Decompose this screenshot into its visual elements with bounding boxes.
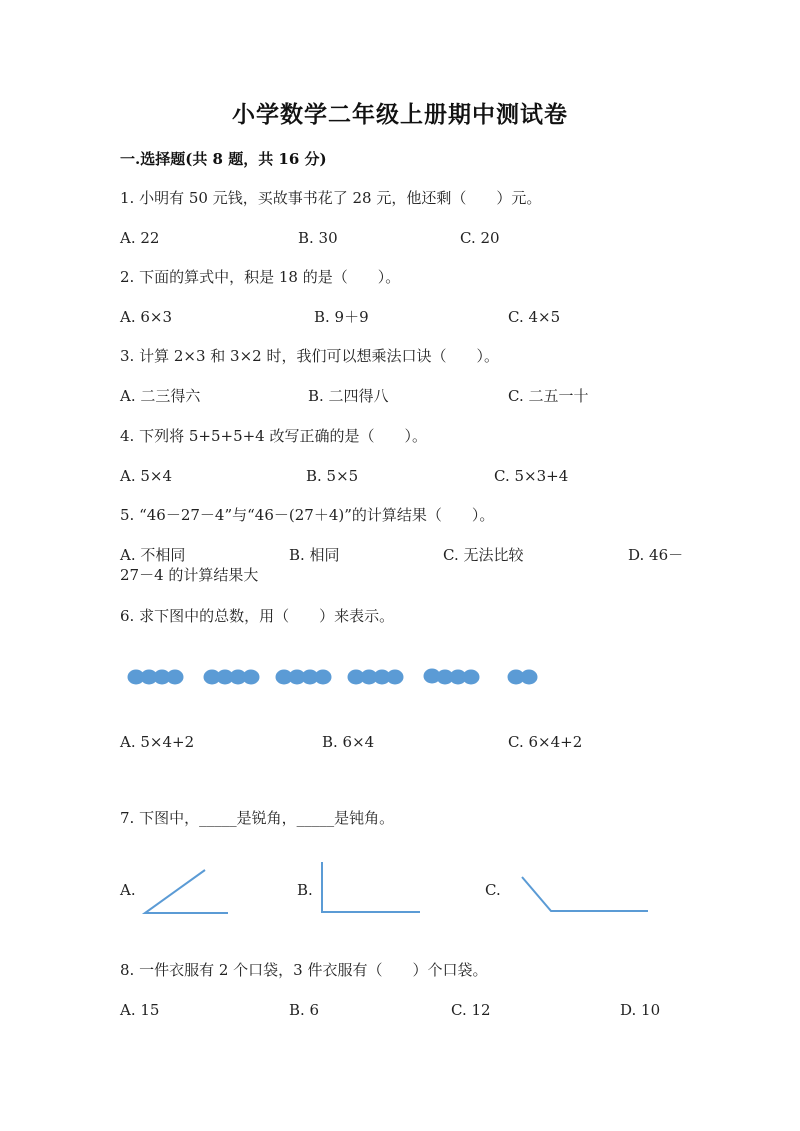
dot bbox=[243, 670, 260, 685]
dot bbox=[315, 670, 332, 685]
right-angle bbox=[322, 862, 420, 912]
q5-option-d-continued: 27－4 的计算结果大 bbox=[120, 566, 259, 584]
dot bbox=[387, 670, 404, 685]
question-2: 2. 下面的算式中，积是 18 的是（ ）。 bbox=[120, 268, 401, 286]
q4-option-b[interactable]: B. 5×5 bbox=[306, 467, 359, 485]
dot-group bbox=[508, 670, 538, 685]
q5-option-a[interactable]: A. 不相同 bbox=[120, 546, 186, 564]
angles-svg bbox=[110, 850, 670, 930]
dot-group bbox=[204, 670, 260, 685]
angles-figure bbox=[110, 850, 670, 930]
dot bbox=[167, 670, 184, 685]
q8-option-c[interactable]: C. 12 bbox=[451, 1001, 491, 1019]
page-title: 小学数学二年级上册期中测试卷 bbox=[232, 101, 568, 128]
angle-a-label: A. bbox=[120, 881, 136, 899]
question-3: 3. 计算 2×3 和 3×2 时，我们可以想乘法口诀（ ）。 bbox=[120, 347, 499, 365]
question-4: 4. 下列将 5+5+5+4 改写正确的是（ ）。 bbox=[120, 427, 427, 445]
q3-option-a[interactable]: A. 二三得六 bbox=[120, 387, 201, 405]
question-7: 7. 下图中，_____是锐角，_____是钝角。 bbox=[120, 809, 395, 827]
obtuse-angle bbox=[522, 877, 648, 911]
q1-option-b[interactable]: B. 30 bbox=[298, 229, 338, 247]
dot-group bbox=[424, 669, 480, 685]
q8-option-b[interactable]: B. 6 bbox=[289, 1001, 320, 1019]
dot bbox=[521, 670, 538, 685]
q3-option-b[interactable]: B. 二四得八 bbox=[308, 387, 389, 405]
section-heading: 一.选择题(共 8 题，共 16 分) bbox=[120, 150, 327, 168]
q4-option-a[interactable]: A. 5×4 bbox=[120, 467, 173, 485]
dot bbox=[463, 670, 480, 685]
acute-angle bbox=[145, 870, 228, 913]
question-6: 6. 求下图中的总数，用（ ）来表示。 bbox=[120, 607, 395, 625]
q2-option-a[interactable]: A. 6×3 bbox=[120, 308, 173, 326]
dot-group bbox=[276, 670, 332, 685]
question-8: 8. 一件衣服有 2 个口袋，3 件衣服有（ ）个口袋。 bbox=[120, 961, 488, 979]
question-5: 5. “46－27－4”与“46－(27＋4)”的计算结果（ ）。 bbox=[120, 506, 495, 524]
q2-option-c[interactable]: C. 4×5 bbox=[508, 308, 561, 326]
dot-group bbox=[348, 670, 404, 685]
dot-groups-figure bbox=[120, 660, 560, 696]
question-1: 1. 小明有 50 元钱，买故事书花了 28 元，他还剩（ ）元。 bbox=[120, 189, 542, 207]
q8-option-d[interactable]: D. 10 bbox=[620, 1001, 661, 1019]
q3-option-c[interactable]: C. 二五一十 bbox=[508, 387, 589, 405]
q1-option-c[interactable]: C. 20 bbox=[460, 229, 500, 247]
q2-option-b[interactable]: B. 9＋9 bbox=[314, 308, 369, 326]
q5-option-b[interactable]: B. 相同 bbox=[289, 546, 340, 564]
q6-option-b[interactable]: B. 6×4 bbox=[322, 733, 375, 751]
angle-b-label: B. bbox=[297, 881, 313, 899]
angle-c-label: C. bbox=[485, 881, 501, 899]
dot-group bbox=[128, 670, 184, 685]
q5-option-d[interactable]: D. 46－ bbox=[628, 546, 684, 564]
q6-option-c[interactable]: C. 6×4+2 bbox=[508, 733, 583, 751]
q6-option-a[interactable]: A. 5×4+2 bbox=[120, 733, 195, 751]
q4-option-c[interactable]: C. 5×3+4 bbox=[494, 467, 569, 485]
q8-option-a[interactable]: A. 15 bbox=[120, 1001, 160, 1019]
q1-option-a[interactable]: A. 22 bbox=[120, 229, 160, 247]
q5-option-c[interactable]: C. 无法比较 bbox=[443, 546, 524, 564]
